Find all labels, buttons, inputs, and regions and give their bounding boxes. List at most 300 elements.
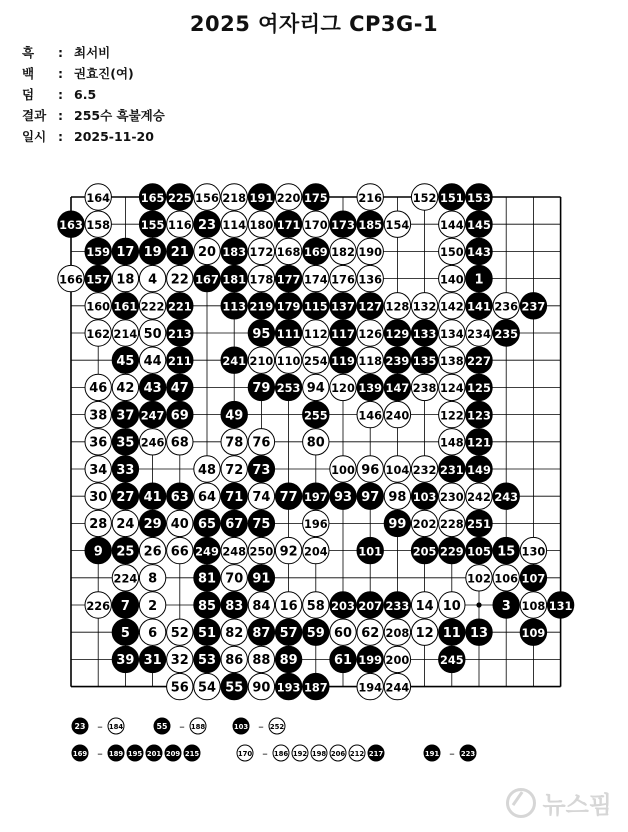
black-stone [248, 565, 274, 591]
white-stone [221, 646, 247, 672]
black-stone [330, 646, 356, 672]
white-stone [411, 619, 437, 645]
white-stone [194, 483, 220, 509]
info-colon: : [58, 66, 63, 81]
black-stone [248, 619, 274, 645]
white-stone [303, 537, 329, 563]
white-stone [330, 745, 346, 761]
move-number: 33 [116, 462, 135, 478]
white-stone [330, 265, 356, 291]
black-stone [384, 374, 410, 400]
move-number: 173 [331, 217, 355, 232]
white-stone [194, 456, 220, 482]
white-stone [194, 673, 220, 699]
white-stone [330, 456, 356, 482]
black-stone [194, 537, 220, 563]
move-number: 191 [249, 190, 274, 205]
black-stone [167, 184, 193, 210]
move-number: 163 [59, 217, 83, 232]
move-number: 89 [279, 653, 298, 669]
watermark [506, 785, 612, 820]
move-number: 26 [143, 544, 162, 560]
note-dash: – [258, 720, 264, 733]
move-number: 194 [358, 680, 383, 695]
move-number: 55 [156, 721, 168, 731]
move-number: 121 [467, 435, 491, 450]
move-number: 140 [439, 272, 464, 287]
white-stone [439, 211, 465, 237]
white-stone [439, 510, 465, 536]
white-stone [384, 456, 410, 482]
black-stone [112, 347, 138, 373]
white-stone [357, 347, 383, 373]
move-number: 43 [143, 381, 162, 397]
white-stone [112, 374, 138, 400]
black-stone [85, 238, 111, 264]
white-stone [520, 592, 546, 618]
black-stone [112, 537, 138, 563]
info-label: 일시 [22, 129, 47, 144]
note-dash: – [262, 747, 268, 760]
white-stone [303, 320, 329, 346]
move-number: 82 [225, 625, 244, 641]
move-number: 9 [93, 544, 103, 560]
move-number: 99 [388, 517, 407, 533]
move-number: 249 [195, 544, 219, 559]
black-stone [384, 320, 410, 346]
move-number: 88 [252, 653, 271, 669]
black-stone [72, 745, 88, 761]
white-stone [411, 510, 437, 536]
move-number: 186 [273, 749, 289, 758]
move-number: 115 [303, 299, 328, 314]
white-stone [439, 320, 465, 346]
move-number: 244 [385, 680, 410, 695]
black-stone [466, 456, 492, 482]
move-number: 182 [331, 245, 355, 260]
move-number: 45 [116, 353, 135, 369]
black-stone [439, 619, 465, 645]
move-number: 206 [330, 749, 346, 758]
move-number: 254 [303, 353, 328, 368]
white-stone [112, 320, 138, 346]
move-number: 198 [311, 749, 327, 758]
move-number: 27 [116, 489, 135, 505]
black-stone [85, 537, 111, 563]
move-number: 157 [86, 272, 111, 287]
black-stone [357, 211, 383, 237]
move-number: 87 [252, 625, 271, 641]
move-number: 58 [306, 598, 325, 614]
move-number: 252 [269, 722, 285, 731]
move-number: 85 [198, 598, 216, 614]
move-number: 192 [292, 749, 308, 758]
black-stone [112, 401, 138, 427]
white-stone [303, 429, 329, 455]
move-number: 25 [116, 544, 135, 560]
black-stone [112, 646, 138, 672]
move-number: 40 [170, 517, 189, 533]
black-stone [139, 483, 165, 509]
white-stone [248, 265, 274, 291]
move-number: 227 [467, 353, 491, 368]
move-number: 247 [140, 408, 165, 423]
note-row [424, 745, 476, 761]
black-stone [194, 619, 220, 645]
move-number: 167 [195, 272, 219, 287]
white-stone [357, 401, 383, 427]
move-number: 152 [412, 190, 437, 205]
white-stone [139, 429, 165, 455]
move-number: 156 [195, 190, 219, 205]
black-stone [357, 293, 383, 319]
move-number: 109 [521, 625, 546, 640]
move-number: 92 [279, 544, 298, 560]
move-number: 102 [467, 571, 491, 586]
white-stone [167, 265, 193, 291]
move-number: 199 [358, 653, 383, 668]
move-number: 71 [225, 489, 244, 505]
black-stone [167, 401, 193, 427]
move-number: 1 [474, 272, 484, 288]
black-stone [384, 592, 410, 618]
black-stone [139, 238, 165, 264]
white-stone [112, 265, 138, 291]
move-number: 225 [167, 190, 192, 205]
move-number: 116 [167, 217, 192, 232]
white-stone [248, 238, 274, 264]
black-stone [520, 293, 546, 319]
move-number: 13 [470, 625, 488, 641]
move-number: 48 [198, 462, 216, 478]
move-number: 251 [467, 517, 491, 532]
white-stone [237, 745, 253, 761]
white-stone [493, 565, 519, 591]
move-number: 17 [116, 245, 135, 261]
black-stone [112, 592, 138, 618]
move-number: 62 [361, 625, 380, 641]
move-number: 12 [415, 625, 434, 641]
white-stone [85, 510, 111, 536]
black-stone [357, 537, 383, 563]
black-stone [139, 211, 165, 237]
move-number: 20 [198, 245, 216, 261]
move-number: 78 [225, 435, 244, 451]
black-stone [194, 211, 220, 237]
move-number: 236 [494, 299, 519, 314]
move-number: 119 [331, 353, 355, 368]
white-stone [357, 456, 383, 482]
white-stone [85, 429, 111, 455]
move-number: 222 [140, 299, 165, 314]
move-number: 168 [276, 245, 301, 260]
move-number: 150 [439, 245, 464, 260]
black-stone [221, 592, 247, 618]
black-stone [466, 619, 492, 645]
move-number: 139 [358, 381, 383, 396]
info-colon: : [58, 87, 63, 102]
black-stone [384, 510, 410, 536]
white-stone [167, 429, 193, 455]
move-number: 239 [385, 353, 410, 368]
move-number: 76 [252, 435, 271, 451]
black-stone [221, 347, 247, 373]
move-number: 212 [349, 749, 365, 758]
white-stone [357, 184, 383, 210]
move-number: 38 [89, 408, 108, 424]
white-stone [221, 211, 247, 237]
move-number: 15 [497, 544, 516, 560]
white-stone [411, 592, 437, 618]
black-stone [127, 745, 143, 761]
move-number: 209 [165, 749, 181, 758]
white-stone [221, 456, 247, 482]
white-stone [466, 320, 492, 346]
move-number: 143 [467, 245, 491, 260]
black-stone [466, 537, 492, 563]
move-number: 148 [439, 435, 464, 450]
move-number: 158 [86, 217, 111, 232]
white-stone [248, 211, 274, 237]
move-number: 100 [331, 462, 355, 477]
white-stone [275, 238, 301, 264]
move-number: 39 [116, 653, 135, 669]
move-number: 56 [170, 680, 189, 696]
white-stone [303, 211, 329, 237]
move-number: 24 [116, 517, 135, 533]
black-stone [411, 483, 437, 509]
white-stone [194, 238, 220, 264]
move-number: 16 [279, 598, 298, 614]
white-stone [112, 565, 138, 591]
note-dash: – [179, 720, 185, 733]
white-stone [439, 265, 465, 291]
white-player: 권효진(여) [74, 66, 134, 81]
move-number: 3 [501, 598, 511, 614]
black-stone [384, 347, 410, 373]
move-number: 32 [170, 653, 189, 669]
black-stone [275, 265, 301, 291]
info-label: 백 [22, 66, 35, 81]
move-number: 169 [303, 245, 328, 260]
move-number: 189 [108, 749, 124, 758]
move-number: 235 [494, 326, 519, 341]
black-stone [466, 211, 492, 237]
move-number: 113 [222, 299, 247, 314]
move-number: 18 [116, 272, 135, 288]
move-number: 170 [237, 749, 253, 758]
white-stone [303, 510, 329, 536]
white-stone [85, 320, 111, 346]
white-stone [384, 646, 410, 672]
black-stone [303, 483, 329, 509]
news-logo-icon [506, 788, 536, 818]
move-number: 221 [167, 299, 192, 314]
move-number: 44 [143, 353, 162, 369]
info-label: 덤 [22, 87, 35, 102]
black-stone [248, 293, 274, 319]
move-number: 193 [276, 680, 301, 695]
white-stone [58, 265, 84, 291]
note-row [154, 718, 206, 734]
white-stone [411, 293, 437, 319]
move-number: 200 [385, 653, 410, 668]
move-number: 5 [120, 625, 130, 641]
move-number: 67 [225, 517, 244, 533]
black-stone [466, 184, 492, 210]
white-stone [167, 673, 193, 699]
move-number: 37 [116, 408, 135, 424]
move-number: 133 [412, 326, 437, 341]
move-number: 90 [252, 680, 271, 696]
black-stone [357, 592, 383, 618]
move-number: 7 [120, 598, 130, 614]
move-number: 129 [385, 326, 410, 341]
move-number: 103 [233, 722, 249, 731]
white-stone [384, 483, 410, 509]
move-number: 118 [358, 353, 383, 368]
move-number: 174 [303, 272, 328, 287]
move-number: 248 [222, 544, 247, 559]
white-stone [221, 537, 247, 563]
black-stone [194, 646, 220, 672]
white-stone [357, 320, 383, 346]
move-number: 107 [521, 571, 546, 586]
black-stone [85, 265, 111, 291]
white-stone [221, 429, 247, 455]
white-stone [275, 592, 301, 618]
move-number: 196 [303, 517, 328, 532]
white-stone [357, 619, 383, 645]
black-stone [233, 718, 249, 734]
move-number: 142 [439, 299, 464, 314]
move-number: 177 [276, 272, 301, 287]
black-stone [275, 673, 301, 699]
move-number: 197 [303, 489, 328, 504]
move-number: 14 [415, 598, 434, 614]
white-stone [248, 483, 274, 509]
move-number: 240 [385, 408, 410, 423]
move-number: 130 [521, 544, 546, 559]
white-stone [303, 265, 329, 291]
move-number: 36 [89, 435, 108, 451]
move-number: 29 [143, 517, 162, 533]
move-number: 61 [334, 653, 352, 669]
move-number: 68 [170, 435, 189, 451]
move-number: 229 [439, 544, 464, 559]
move-number: 184 [108, 722, 124, 731]
move-number: 79 [252, 381, 271, 397]
white-stone [357, 265, 383, 291]
white-stone [167, 619, 193, 645]
move-number: 231 [439, 462, 464, 477]
move-number: 28 [89, 517, 108, 533]
move-number: 201 [146, 749, 162, 758]
white-stone [357, 238, 383, 264]
white-stone [85, 293, 111, 319]
white-stone [303, 592, 329, 618]
move-number: 75 [252, 517, 271, 533]
move-number: 232 [412, 462, 437, 477]
black-stone [520, 565, 546, 591]
move-number: 169 [72, 749, 88, 758]
move-number: 97 [361, 489, 380, 505]
black-stone [493, 537, 519, 563]
black-stone [547, 592, 573, 618]
move-number: 19 [143, 245, 162, 261]
move-number: 241 [222, 353, 247, 368]
info-colon: : [58, 129, 63, 144]
white-stone [112, 510, 138, 536]
black-stone [165, 745, 181, 761]
white-stone [85, 374, 111, 400]
move-number: 220 [276, 190, 301, 205]
black-stone [493, 320, 519, 346]
black-stone [424, 745, 440, 761]
move-number: 230 [439, 489, 464, 504]
note-dash: – [97, 747, 103, 760]
move-number: 191 [424, 749, 440, 758]
white-stone [439, 347, 465, 373]
move-number: 81 [198, 571, 216, 587]
black-stone [112, 456, 138, 482]
move-number: 63 [170, 489, 189, 505]
black-stone [466, 347, 492, 373]
move-number: 10 [442, 598, 461, 614]
black-stone [439, 184, 465, 210]
move-number: 94 [306, 381, 325, 397]
move-number: 125 [467, 381, 491, 396]
black-stone [493, 483, 519, 509]
move-number: 185 [358, 217, 383, 232]
move-number: 214 [113, 326, 138, 341]
white-stone [248, 673, 274, 699]
white-stone [273, 745, 289, 761]
move-number: 216 [358, 190, 383, 205]
black-stone [303, 238, 329, 264]
info-colon: : [58, 45, 63, 60]
move-number: 155 [140, 217, 165, 232]
black-stone [303, 184, 329, 210]
note-row [72, 718, 124, 734]
white-stone [85, 483, 111, 509]
black-stone [466, 265, 492, 291]
move-number: 31 [143, 653, 162, 669]
black-stone [112, 429, 138, 455]
black-stone [221, 265, 247, 291]
move-number: 73 [252, 462, 271, 478]
move-number: 95 [252, 326, 271, 342]
note-row [72, 745, 200, 761]
white-stone [384, 673, 410, 699]
black-stone [139, 184, 165, 210]
white-stone [248, 429, 274, 455]
white-stone [139, 537, 165, 563]
move-number: 153 [467, 190, 491, 205]
black-stone [139, 401, 165, 427]
white-stone [221, 184, 247, 210]
black-stone [248, 320, 274, 346]
info-colon: : [58, 108, 63, 123]
white-stone [248, 347, 274, 373]
black-stone [411, 347, 437, 373]
move-number: 170 [303, 217, 328, 232]
move-number: 245 [439, 653, 464, 668]
move-number: 51 [198, 625, 216, 641]
move-number: 120 [331, 381, 355, 396]
white-stone [275, 184, 301, 210]
white-stone [139, 320, 165, 346]
